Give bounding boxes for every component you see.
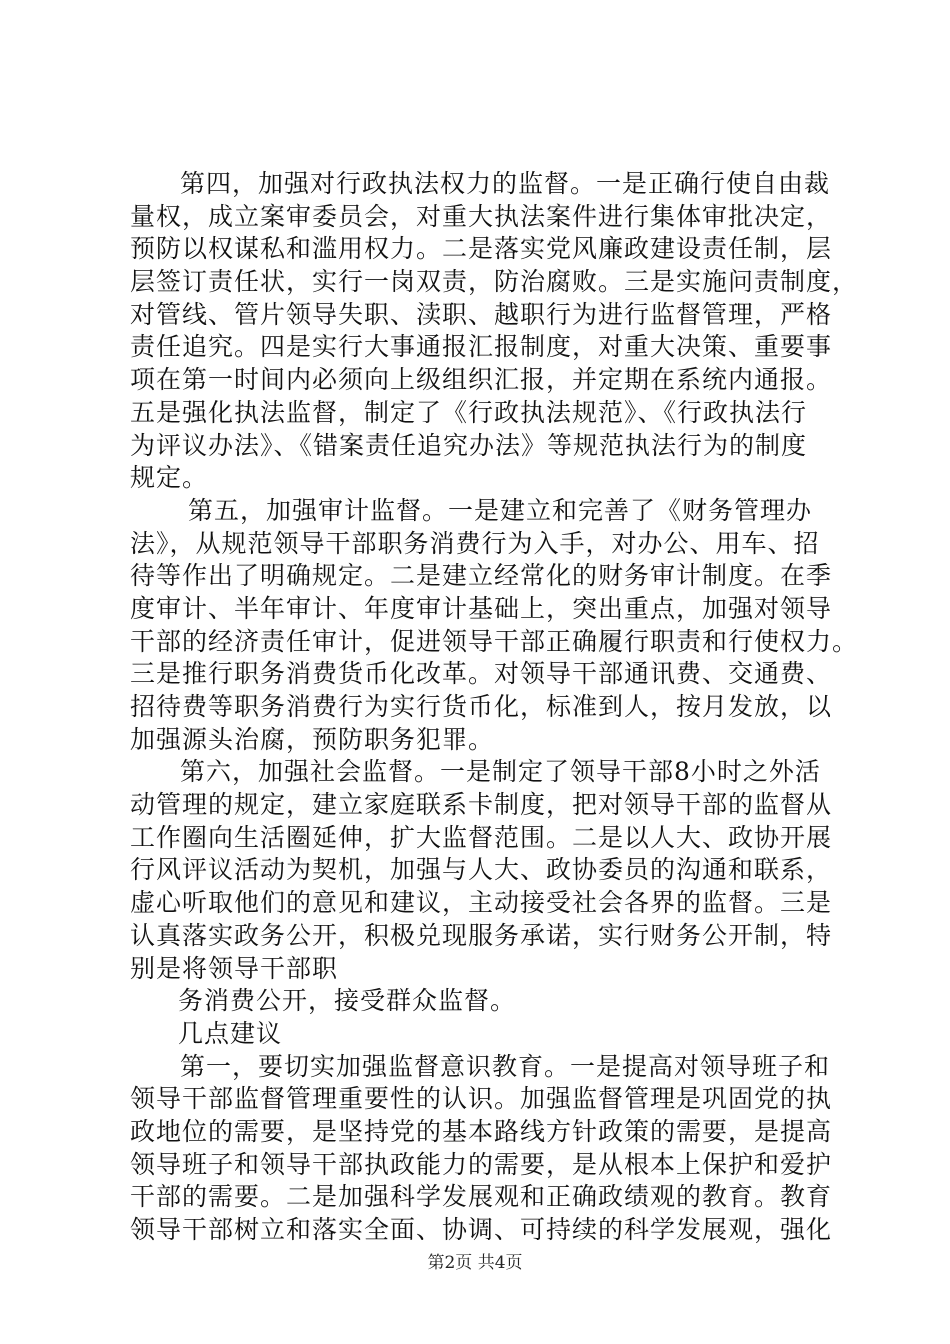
paragraph-line: 别是将领导干部职 <box>130 953 339 983</box>
paragraph-line: 法》，从规范领导干部职务消费行为入手，对办公、用车、招 <box>130 528 820 558</box>
paragraph-line: 第一，要切实加强监督意识教育。一是提高对领导班子和 <box>180 1051 831 1081</box>
paragraph-line: 待等作出了明确规定。二是建立经常化的财务审计制度。在季 <box>130 561 833 591</box>
paragraph-line: 干部的需要。二是加强科学发展观和正确政绩观的教育。教育 <box>130 1182 833 1212</box>
paragraph-line: 项在第一时间内必须向上级组织汇报，并定期在系统内通报。 <box>130 365 833 395</box>
paragraph-line: 行风评议活动为契机，加强与人大、政协委员的沟通和联系， <box>130 855 833 885</box>
paragraph-line: 层签订责任状，实行一岗双责，防治腐败。三是实施问责制度， <box>130 267 859 297</box>
paragraph-line: 干部的经济责任审计，促进领导干部正确履行职责和行使权力。 <box>130 626 859 656</box>
paragraph-line: 领导班子和领导干部执政能力的需要，是从根本上保护和爱护 <box>130 1149 833 1179</box>
paragraph-line: 量权，成立案审委员会，对重大执法案件进行集体审批决定， <box>130 201 833 231</box>
paragraph-line: 领导干部树立和落实全面、协调、可持续的科学发展观，强化 <box>130 1215 833 1244</box>
paragraph-line: 务消费公开，接受群众监督。 <box>178 986 517 1016</box>
paragraph-line: 第五，加强审计监督。一是建立和完善了《财务管理办 <box>188 495 813 525</box>
paragraph-line: 加强源头治腐，预防职务犯罪。 <box>130 724 495 754</box>
paragraph-line: 招待费等职务消费行为实行货币化，标准到人，按月发放，以 <box>130 692 833 721</box>
paragraph-line: 第六，加强社会监督。一是制定了领导干部8小时之外活 <box>180 757 821 787</box>
paragraph-line: 政地位的需要，是坚持党的基本路线方针政策的需要，是提高 <box>130 1116 833 1146</box>
paragraph-line: 度审计、半年审计、年度审计基础上，突出重点，加强对领导 <box>130 593 833 623</box>
paragraph-line: 认真落实政务公开，积极兑现服务承诺，实行财务公开制，特 <box>130 920 833 950</box>
paragraph-line: 三是推行职务消费货币化改革。对领导干部通讯费、交通费、 <box>130 659 833 689</box>
paragraph-line: 动管理的规定，建立家庭联系卡制度，把对领导干部的监督从 <box>130 790 833 820</box>
paragraph-line: 虚心听取他们的意见和建议，主动接受社会各界的监督。三是 <box>130 888 833 918</box>
paragraph-line: 工作圈向生活圈延伸，扩大监督范围。二是以人大、政协开展 <box>130 822 833 852</box>
paragraph-line: 领导干部监督管理重要性的认识。加强监督管理是巩固党的执 <box>130 1084 833 1114</box>
page-number-footer: 第2页 共4页 <box>427 1253 523 1273</box>
section-heading: 几点建议 <box>178 1018 283 1048</box>
paragraph-line: 为评议办法》、《错案责任追究办法》等规范执法行为的制度 <box>130 430 808 460</box>
paragraph-line: 责任追究。四是实行大事通报汇报制度，对重大决策、重要事 <box>130 332 833 362</box>
document-body <box>130 168 859 1247</box>
paragraph-line: 规定。 <box>130 463 209 493</box>
paragraph-line: 第四，加强对行政执法权力的监督。一是正确行使自由裁 <box>180 169 831 198</box>
paragraph-line: 五是强化执法监督，制定了《行政执法规范》、《行政执法行 <box>130 397 808 427</box>
paragraph-line: 预防以权谋私和滥用权力。二是落实党风廉政建设责任制，层 <box>130 234 833 264</box>
paragraph-line: 对管线、管片领导失职、渎职、越职行为进行监督管理，严格 <box>130 299 833 329</box>
